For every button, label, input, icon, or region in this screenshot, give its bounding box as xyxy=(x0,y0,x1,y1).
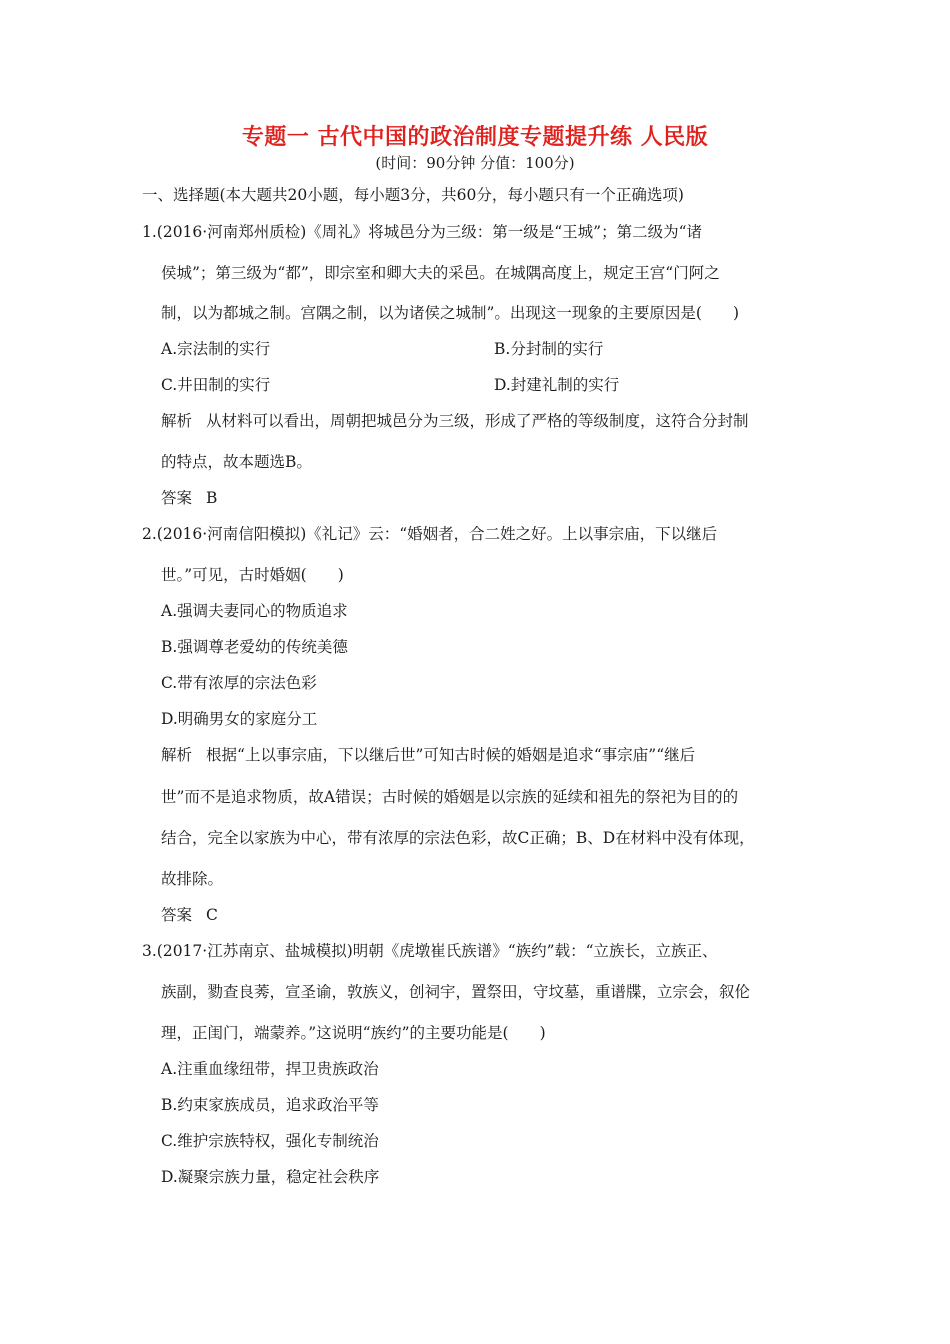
question-3-option-a: A.注重血缘纽带，捍卫贵族政治 xyxy=(161,1060,379,1078)
question-1-option-c: C.井田制的实行 xyxy=(161,376,271,394)
question-2-answer xyxy=(161,905,218,925)
analysis-label: 解析 xyxy=(161,746,193,764)
question-1-stem-line-1: 1.(2016·河南郑州质检)《周礼》将城邑分为三级：第一级是“王城”；第二级为“诸 xyxy=(142,223,703,241)
answer-label: 答案 xyxy=(161,489,193,507)
question-3-option-c: C.维护宗族特权，强化专制统治 xyxy=(161,1132,379,1150)
analysis-text: 从材料可以看出，周朝把城邑分为三级，形成了严格的等级制度，这符合分封制 xyxy=(206,412,749,430)
question-1-stem-line-3: 制，以为都城之制。宫隅之制，以为诸侯之城制”。出现这一现象的主要原因是( ) xyxy=(161,304,740,322)
analysis-text: 根据“上以事宗庙，下以继后世”可知古时候的婚姻是追求“事宗庙”“继后 xyxy=(206,746,696,764)
question-2-stem-line-1: 2.(2016·河南信阳模拟)《礼记》云：“婚姻者，合二姓之好。上以事宗庙，下以继后 xyxy=(142,525,718,543)
question-2-option-b: B.强调尊老爱幼的传统美德 xyxy=(161,638,348,656)
question-2-analysis-line-1 xyxy=(161,745,695,765)
answer-value: B xyxy=(206,489,218,507)
question-2-analysis-line-3: 结合，完全以家族为中心，带有浓厚的宗法色彩，故C正确；B、D在材料中没有体现， xyxy=(161,829,755,847)
question-1-analysis-line-1 xyxy=(161,411,749,431)
question-3-option-b: B.约束家族成员，追求政治平等 xyxy=(161,1096,379,1114)
question-2-option-c: C.带有浓厚的宗法色彩 xyxy=(161,674,317,692)
question-2-option-a: A.强调夫妻同心的物质追求 xyxy=(161,602,348,620)
question-1-analysis-line-2: 的特点，故本题选B。 xyxy=(161,453,312,471)
question-1-option-b: B.分封制的实行 xyxy=(494,340,604,358)
question-3-option-d: D.凝聚宗族力量，稳定社会秩序 xyxy=(161,1168,380,1186)
question-1-option-d: D.封建礼制的实行 xyxy=(494,376,620,394)
answer-label: 答案 xyxy=(161,906,193,924)
question-1-stem-line-2: 侯城”；第三级为“都”，即宗室和卿大夫的采邑。在城隅高度上，规定王宫“门阿之 xyxy=(161,264,720,282)
analysis-label: 解析 xyxy=(161,412,193,430)
section-heading: 一、选择题(本大题共20小题，每小题3分，共60分，每小题只有一个正确选项) xyxy=(142,186,684,204)
document-title: 专题一 古代中国的政治制度专题提升练 人民版 xyxy=(241,124,709,150)
question-2-analysis-line-2: 世”而不是追求物质，故A错误；古时候的婚姻是以宗族的延续和祖先的祭祀为目的的 xyxy=(161,788,739,806)
question-2-stem-line-2: 世。”可见，古时婚姻( ) xyxy=(161,566,344,584)
question-1-option-a: A.宗法制的实行 xyxy=(161,340,271,358)
answer-value: C xyxy=(206,906,218,924)
document-subtitle: (时间：90分钟 分值：100分) xyxy=(375,154,575,172)
question-1-answer xyxy=(161,488,217,508)
question-2-option-d: D.明确男女的家庭分工 xyxy=(161,710,318,728)
question-3-stem-line-1: 3.(2017·江苏南京、盐城模拟)明朝《虎墩崔氏族谱》“族约”载：“立族长，立族正、 xyxy=(142,942,718,960)
question-2-analysis-line-4: 故排除。 xyxy=(161,870,224,888)
question-3-stem-line-3: 理，正闺门，端蒙养。”这说明“族约”的主要功能是( ) xyxy=(161,1024,546,1042)
question-3-stem-line-2: 族副，勠查良莠，宣圣谕，敦族义，创祠宇，置祭田，守坟墓，重谱牒，立宗会，叙伦 xyxy=(161,983,751,1001)
